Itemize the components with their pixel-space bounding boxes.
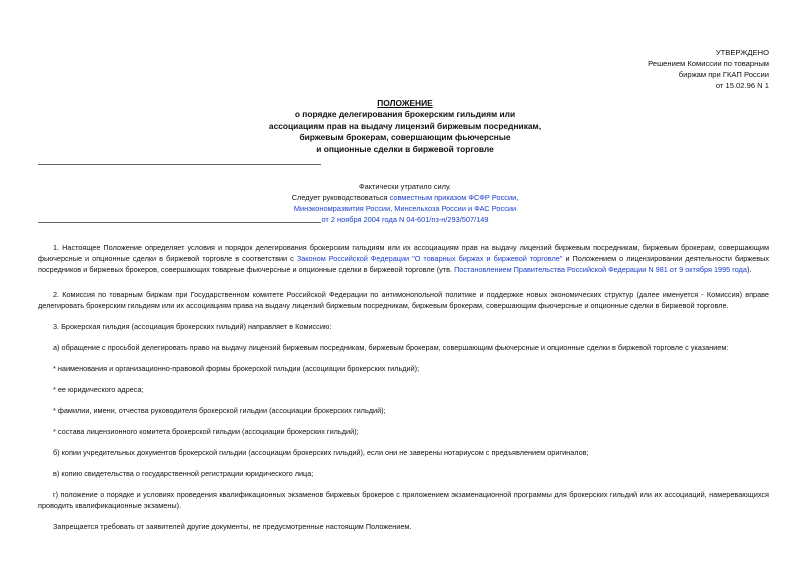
document-body: [38, 242, 769, 532]
bullet-4: * состава лицензионного комитета брокерской гильдии (ассоциации брокерских гильдий);: [53, 427, 359, 436]
item-a: а) обращение с просьбой делегировать право на выдачу лицензий биржевым посредникам, биржевым брокерам, совершающим фьючерсные и опционные сделки в биржевой торговле с указанием:: [53, 343, 729, 352]
item-g: г) положение о порядке и условиях проведения квалификационных экзаменов биржевых брокеров с приложением экзаменационной программы для брокерских гильдий или их ассоциаций, намеревающихся проводить квалификационные экзамены).: [38, 490, 769, 510]
title-line-2: ассоциациям прав на выдачу лицензий биржевым посредникам,: [268, 120, 542, 131]
note-line-2: [255, 192, 555, 203]
divider-top: [38, 164, 321, 165]
title-line-4: и опционные сделки в биржевой торговле: [316, 143, 494, 154]
approved-heading: УТВЕРЖДЕНО: [715, 48, 769, 57]
approved-date: от 15.02.96 N 1: [715, 81, 769, 90]
paragraph-3: 3. Брокерская гильдия (ассоциация брокерских гильдий) направляет в Комиссию:: [53, 322, 332, 331]
approved-authority-2: биржам при ГКАП России: [678, 70, 769, 79]
note-text: Следует руководствоваться: [291, 193, 390, 202]
title-line-1: о порядке делегирования брокерским гильдиям или: [294, 109, 516, 120]
status-note: [255, 181, 555, 225]
item-b: б) копии учредительных документов брокерской гильдии (ассоциации брокерских гильдий), если они не заверены нотариусом с предъявлением оригиналов;: [53, 448, 589, 457]
p1-text-a: 1. Настоящее Положение определяет условия и порядок делегирования брокерским гильдиям или их ассоциациям прав на выдачу лицензий биржевым посредникам, биржевым брокерам, совершающим фьючерсные и опционные сделки в биржевой торговле в соответствии с: [38, 243, 769, 263]
title-line-3: биржевым брокерам, совершающим фьючерсные: [299, 132, 511, 143]
joint-order-link-3[interactable]: от 2 ноября 2004 года N 04-601/пз-н/293/507/149: [321, 215, 489, 224]
bullet-3: * фамилии, имени, отчества руководителя брокерской гильдии (ассоциации брокерских гильдий);: [53, 406, 386, 415]
divider-bottom: [38, 222, 321, 223]
p1-text-b: и Положением о лицензировании деятельности биржевых посредников и биржевых брокеров, совершающих товарные фьючерсные и опционные сделки в биржевой торговле (утв.: [38, 254, 769, 274]
joint-order-link-2[interactable]: Минэкономразвития России, Минсельхоза России и ФАС России: [293, 204, 517, 213]
paragraph-1: [38, 242, 769, 275]
approved-authority: Решением Комиссии по товарным: [648, 59, 769, 68]
approval-stamp: [648, 47, 769, 91]
bullet-1: * наименования и организационно-правовой формы брокерской гильдии (ассоциации брокерских гильдий);: [53, 364, 420, 373]
paragraph-2: 2. Комиссия по товарным биржам при Государственном комитете Российской Федерации по антимонопольной политике и поддержке новых экономических структур (далее именуется - Комиссия) вправе делегировать брокерским гильдиям или их ассоциациям права на выдачу лицензий биржевым посредникам, биржевым брокерам, совершающим фьючерсные и опционные сделки в биржевой торговле.: [38, 290, 769, 310]
p1-text-c: ).: [746, 265, 752, 274]
item-v: в) копию свидетельства о государственной регистрации юридического лица;: [53, 469, 314, 478]
resolution-link[interactable]: Постановлением Правительства Российской Федерации N 981 от 9 октября 1995 года: [454, 265, 747, 274]
law-link[interactable]: Законом Российской Федерации "О товарных биржах и биржевой торговле": [296, 254, 563, 263]
bullet-2: * ее юридического адреса;: [53, 385, 144, 394]
joint-order-link[interactable]: совместным приказом ФСФР России,: [389, 193, 519, 202]
title-main: ПОЛОЖЕНИЕ: [377, 98, 433, 108]
closing-paragraph: Запрещается требовать от заявителей другие документы, не предусмотренные настоящим Положением.: [53, 522, 412, 531]
note-line-1: Фактически утратило силу.: [359, 182, 451, 191]
document-title: [200, 98, 610, 155]
